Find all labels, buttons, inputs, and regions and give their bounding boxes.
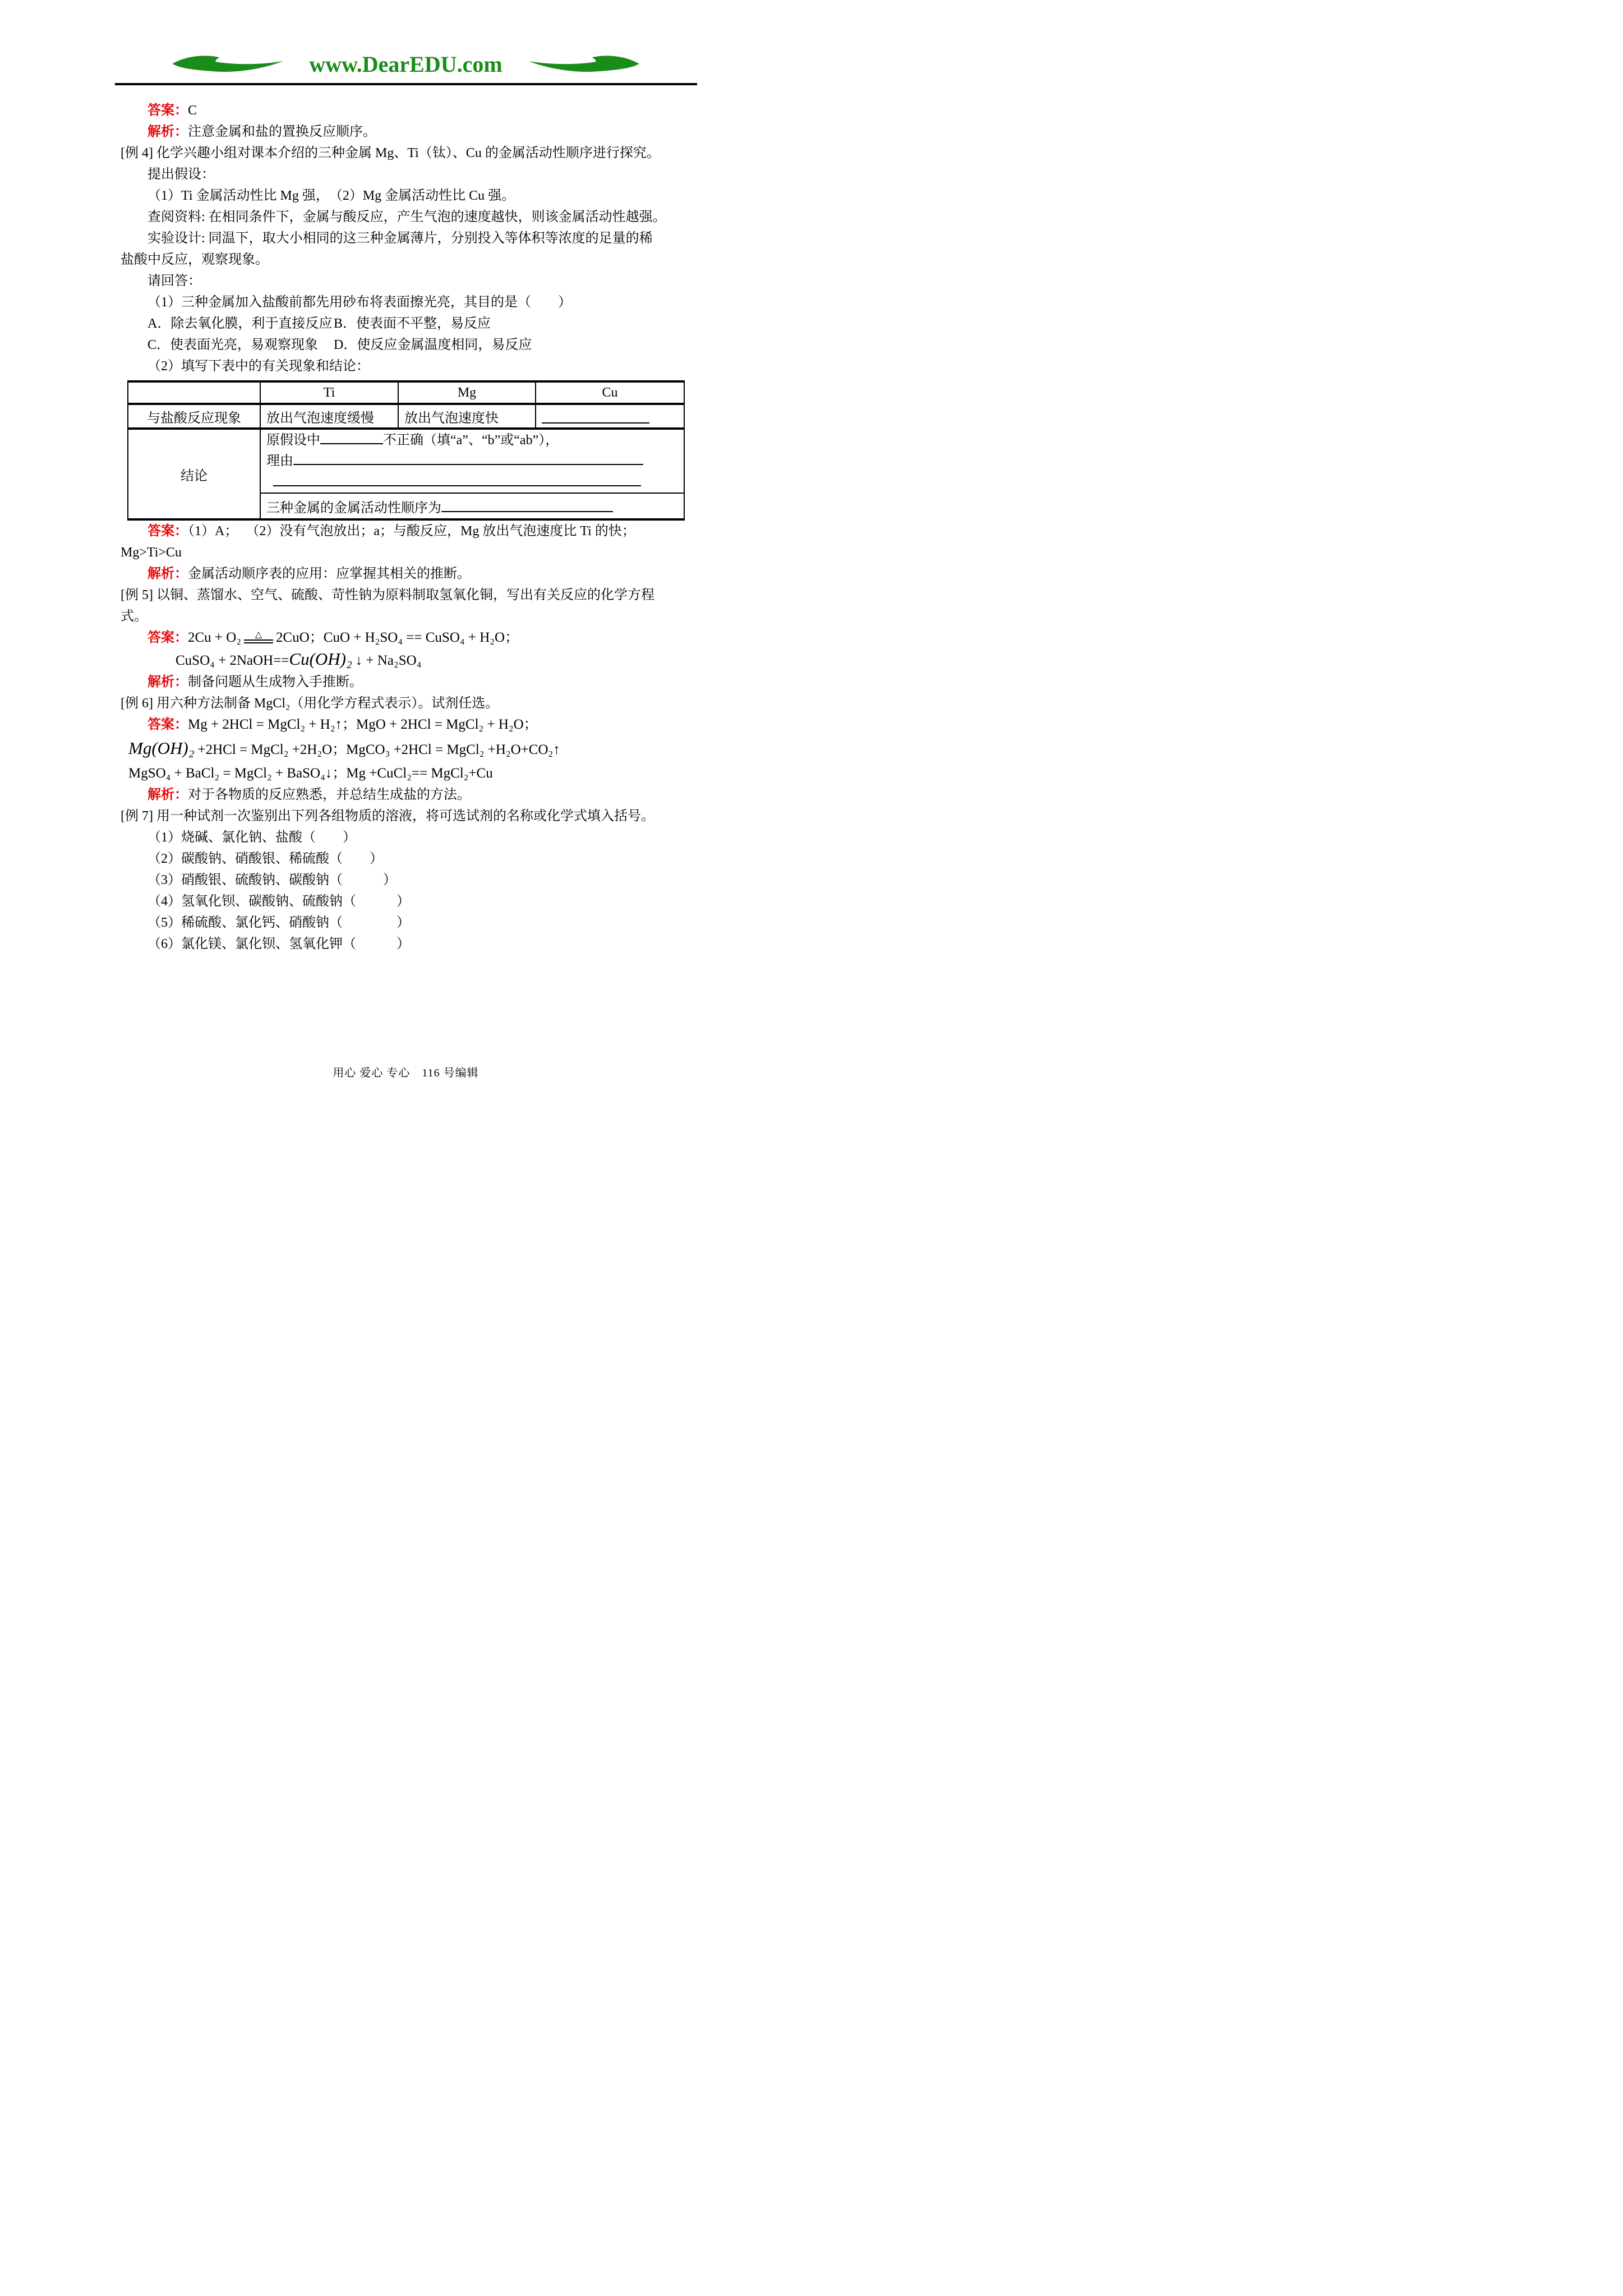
example6-analysis-line <box>121 784 699 806</box>
prev-answer-text: C <box>188 103 197 118</box>
conclusion-cell <box>260 429 684 493</box>
conclusion-pre: 原假设中 <box>266 433 320 448</box>
equation-mgco3-hcl: +2HCl = MgCl₂ +2H₂O；MgCO₃ +2HCl = MgCl₂ +H₂O+CO₂↑ <box>197 742 560 757</box>
example4-analysis-text: 金属活动顺序表的应用：应掌握其相关的推断。 <box>188 567 471 581</box>
order-label: 三种金属的金属活动性顺序为 <box>266 500 441 516</box>
analysis-label: 解析： <box>147 675 188 689</box>
example4-answer-line1 <box>121 521 699 542</box>
logo-swoosh-left-icon <box>150 53 306 76</box>
conclusion-row <box>128 429 684 493</box>
delta-icon: △ <box>255 629 262 639</box>
option-b: B．使表面不平整，易反应 <box>334 316 491 331</box>
example4-design-line1: 实验设计: 同温下，取大小相同的这三种金属薄片，分别投入等体积等浓度的足量的稀 <box>147 231 653 246</box>
blank-underline <box>293 450 643 465</box>
equation-2cu-o2: 2Cu + O₂ <box>188 630 242 645</box>
blank-underline <box>441 498 613 512</box>
logo-swoosh-right-icon <box>506 53 662 76</box>
logo-text: www.DearEDU.com <box>309 52 502 77</box>
example4-options-cd <box>121 334 699 356</box>
example7-item-3: （3）硝酸银、硫酸钠、碳酸钠（ ） <box>147 873 396 887</box>
example4-design-line2: 盐酸中反应，观察现象。 <box>121 252 269 267</box>
blank-underline <box>542 409 649 424</box>
example4-analysis-line <box>121 563 699 585</box>
prev-analysis-text: 注意金属和盐的置换反应顺序。 <box>188 125 376 139</box>
phenomenon-row-label: 与盐酸反应现象 <box>128 404 260 429</box>
example4-question2: （2）填写下表中的有关现象和结论： <box>147 359 370 374</box>
reason-label: 理由 <box>266 454 293 468</box>
example4-prompt: 请回答： <box>147 274 201 288</box>
page-footer <box>0 1064 811 1080</box>
table-header-cu: Cu <box>536 381 684 404</box>
example4-answer-part1: （1）A； <box>188 524 238 539</box>
prev-analysis-line <box>121 121 699 142</box>
formula-cu-oh-2: Cu(OH)₂ <box>289 649 352 669</box>
analysis-label: 解析： <box>147 567 188 581</box>
order-cell <box>260 493 684 519</box>
heating-condition-symbol <box>244 631 273 643</box>
phenomenon-mg: 放出气泡速度快 <box>398 404 536 429</box>
example5-title-line2: 式。 <box>121 609 147 624</box>
example7-item-5: （5）稀硫酸、氯化钙、硝酸钠（ ） <box>147 915 410 930</box>
answer-label: 答案： <box>147 524 188 539</box>
table-header-row <box>128 381 684 404</box>
worksheet-page <box>0 0 811 1148</box>
answer-label: 答案： <box>147 631 188 645</box>
example6-analysis-text: 对于各物质的反应熟悉，并总结生成盐的方法。 <box>188 788 471 802</box>
conclusion-line2 <box>266 450 678 471</box>
formula-mg-oh-2: Mg(OH)₂ <box>128 738 195 758</box>
example4-research: 查阅资料: 在相同条件下，金属与酸反应，产生气泡的速度越快，则该金属活动性越强。 <box>147 210 666 224</box>
option-a: A．除去氧化膜，利于直接反应 <box>147 316 333 331</box>
example5-answer-line2 <box>121 648 699 671</box>
equation-mgso4-bacl2: MgSO₄ + BaCl₂ = MgCl₂ + BaSO₄↓；Mg +CuCl₂== MgCl₂+Cu <box>128 766 493 781</box>
phenomenon-cu <box>536 404 684 429</box>
double-equals-line <box>244 639 273 643</box>
example7-item-6: （6）氯化镁、氯化钡、氢氧化钾（ ） <box>147 937 410 951</box>
answer-label: 答案： <box>147 717 188 732</box>
conclusion-line1 <box>266 430 678 450</box>
example7-item-1: （1）烧碱、氯化钠、盐酸（ ） <box>147 830 356 845</box>
phenomenon-row <box>128 404 684 429</box>
example4-options-ab <box>121 313 699 334</box>
conclusion-post: 不正确（填“a”、“b”或“ab”）， <box>383 433 559 448</box>
example4-title: [例 4] 化学兴趣小组对课本介绍的三种金属 Mg、Ti（钛）、Cu 的金属活动性顺序进行探究。 <box>121 146 660 160</box>
example4-answer-part2: （2）没有气泡放出；a；与酸反应，Mg 放出气泡速度比 Ti 的快； <box>252 524 635 539</box>
example7-item-4: （4）氢氧化钡、碳酸钠、硫酸钠（ ） <box>147 894 410 909</box>
observation-table <box>127 380 685 521</box>
example4-hypotheses: （1）Ti 金属活动性比 Mg 强， （2）Mg 金属活动性比 Cu 强。 <box>147 188 515 203</box>
example6-title: [例 6] 用六种方法制备 MgCl₂（用化学方程式表示）。试剂任选。 <box>121 696 499 711</box>
page-header <box>0 0 811 85</box>
option-c: C．使表面光亮，易观察现象 <box>147 338 319 352</box>
equation-na2so4: ↓ + Na₂SO₄ <box>355 653 422 668</box>
table-header-empty-cell <box>128 381 260 404</box>
analysis-label: 解析： <box>147 788 188 802</box>
conclusion-line3 <box>266 472 678 493</box>
document-body <box>121 85 699 955</box>
option-d: D．使反应金属温度相同，易反应 <box>334 338 532 352</box>
example6-answer-line3 <box>121 763 699 784</box>
prev-answer-line <box>121 100 699 121</box>
blank-underline <box>273 472 641 486</box>
example6-answer-line1 <box>121 714 699 735</box>
equation-mg-hcl: Mg + 2HCl = MgCl₂ + H₂↑；MgO + 2HCl = MgCl₂ + H₂O； <box>188 717 538 732</box>
example4-answer-line2: Mg>Ti>Cu <box>121 545 182 560</box>
table-header-ti: Ti <box>260 381 398 404</box>
blank-underline <box>320 430 383 444</box>
example4-question1: （1）三种金属加入盐酸前都先用砂布将表面擦光亮，其目的是（ ） <box>147 295 571 310</box>
example5-answer-line1 <box>121 627 699 648</box>
example6-answer-line2 <box>121 735 699 763</box>
example4-hypothesis-heading: 提出假设： <box>147 167 215 182</box>
dearedu-logo <box>0 49 811 80</box>
footer-text: 用心 爱心 专心 116 号编辑 <box>333 1067 479 1079</box>
example5-title-line1: [例 5] 以铜、蒸馏水、空气、硫酸、苛性钠为原料制取氢氧化铜，写出有关反应的化学方程 <box>121 588 654 602</box>
phenomenon-ti: 放出气泡速度缓慢 <box>260 404 398 429</box>
conclusion-row-label: 结论 <box>128 429 260 519</box>
example7-item-2: （2）碳酸钠、硝酸银、稀硫酸（ ） <box>147 852 383 866</box>
equation-cuso4-naoh: CuSO₄ + 2NaOH== <box>176 653 289 668</box>
table-header-mg: Mg <box>398 381 536 404</box>
example5-analysis-line <box>121 671 699 693</box>
example5-analysis-text: 制备问题从生成物入手推断。 <box>188 675 363 689</box>
example7-title: [例 7] 用一种试剂一次鉴别出下列各组物质的溶液，将可选试剂的名称或化学式填入括号。 <box>121 809 654 823</box>
equation-2cuo: 2CuO；CuO + H₂SO₄ == CuSO₄ + H₂O； <box>276 630 519 645</box>
analysis-label: 解析： <box>147 125 188 139</box>
answer-label: 答案： <box>147 103 188 118</box>
